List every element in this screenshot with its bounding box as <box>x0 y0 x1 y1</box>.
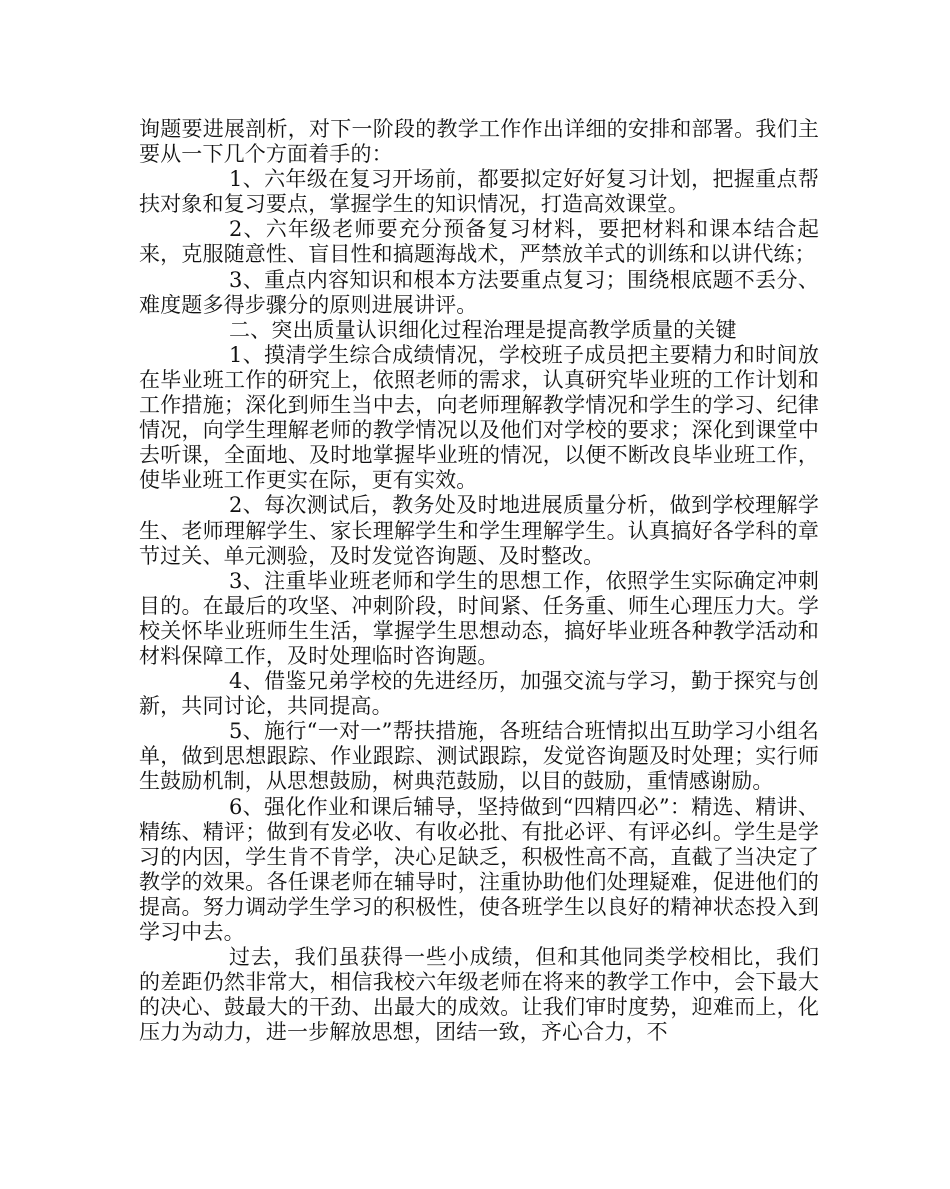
paragraph-12: 过去，我们虽获得一些小成绩，但和其他同类学校相比，我们的差距仍然非常大，相信我校六年级老师在将来的教学工作中，会下最大的决心、鼓最大的干劲、出最大的成效。让我们审时度势，迎难而上，化压力为动力，进一步解放思想，团结一致，齐心合力，不 <box>139 945 819 1045</box>
paragraph-1: 询题要进展剖析，对下一阶段的教学工作作出详细的安排和部署。我们主要从一下几个方面着手的： <box>139 117 819 167</box>
paragraph-2: 1、六年级在复习开场前，都要拟定好好复习计划，把握重点帮扶对象和复习要点，掌握学生的知识情况，打造高效课堂。 <box>139 167 819 217</box>
paragraph-9: 4、借鉴兄弟学校的先进经历，加强交流与学习，勤于探究与创新，共同讨论，共同提高。 <box>139 669 819 719</box>
paragraph-10: 5、施行“一对一”帮扶措施，各班结合班情拟出互助学习小组名单，做到思想跟踪、作业跟踪、测试跟踪，发觉咨询题及时处理；实行师生鼓励机制，从思想鼓励，树典范鼓励，以目的鼓励，重情感谢励。 <box>139 719 819 794</box>
paragraph-11: 6、强化作业和课后辅导，坚持做到“四精四必”：精选、精讲、精练、精评；做到有发必收、有收必批、有批必评、有评必纠。学生是学习的内因，学生肯不肯学，决心足缺乏，积极性高不高，直截了当决定了教学的效果。各任课老师在辅导时，注重协助他们处理疑难，促进他们的提高。努力调动学生学习的积极性，使各班学生以良好的精神状态投入到学习中去。 <box>139 794 819 944</box>
paragraph-7: 2、每次测试后，教务处及时地进展质量分析，做到学校理解学生、老师理解学生、家长理解学生和学生理解学生。认真搞好各学科的章节过关、单元测验，及时发觉咨询题、及时整改。 <box>139 493 819 568</box>
paragraph-6: 1、摸清学生综合成绩情况，学校班子成员把主要精力和时间放在毕业班工作的研究上，依照老师的需求，认真研究毕业班的工作计划和工作措施；深化到师生当中去，向老师理解教学情况和学生的学习、纪律情况，向学生理解老师的教学情况以及他们对学校的要求；深化到课堂中去听课，全面地、及时地掌握毕业班的情况，以便不断改良毕业班工作，使毕业班工作更实在际，更有实效。 <box>139 342 819 493</box>
paragraph-3: 2、六年级老师要充分预备复习材料，要把材料和课本结合起来，克服随意性、盲目性和搞题海战术，严禁放羊式的训练和以讲代练； <box>139 217 819 267</box>
paragraph-8: 3、注重毕业班老师和学生的思想工作，依照学生实际确定冲刺目的。在最后的攻坚、冲刺阶段，时间紧、任务重、师生心理压力大。学校关怀毕业班师生生活，掌握学生思想动态，搞好毕业班各种教学活动和材料保障工作，及时处理临时咨询题。 <box>139 568 819 668</box>
paragraph-4: 3、重点内容知识和根本方法要重点复习；围绕根底题不丢分、难度题多得步骤分的原则进展讲评。 <box>139 267 819 317</box>
section-heading: 二、突出质量认识细化过程治理是提高教学质量的关键 <box>229 317 737 342</box>
document-body <box>139 117 819 1045</box>
